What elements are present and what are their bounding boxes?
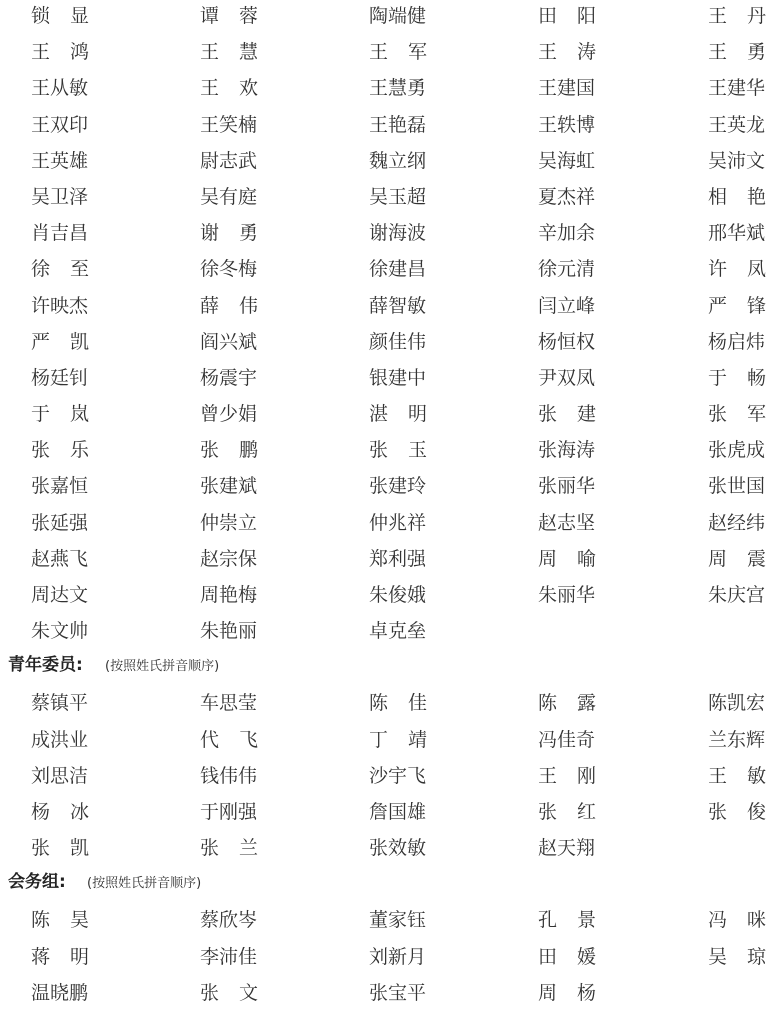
member-name: 董家钰 xyxy=(369,909,427,932)
member-name: 王 刚 xyxy=(538,764,596,787)
member-name: 詹国雄 xyxy=(369,800,427,823)
member-name: 王 慧 xyxy=(200,41,258,64)
member-name: 赵志坚 xyxy=(538,511,596,534)
member-name: 赵燕飞 xyxy=(31,547,89,570)
member-name: 张建玲 xyxy=(369,475,427,498)
member-name: 王从敏 xyxy=(31,77,89,100)
member-name: 吴海虹 xyxy=(538,149,596,172)
name-row xyxy=(0,538,782,574)
member-name: 张 建 xyxy=(538,403,596,426)
member-name: 赵宗保 xyxy=(200,547,258,570)
name-row xyxy=(0,285,782,321)
member-name: 张世国 xyxy=(708,475,766,498)
member-name: 王 军 xyxy=(369,41,427,64)
name-row xyxy=(0,429,782,465)
member-name: 吴玉超 xyxy=(369,185,427,208)
name-row xyxy=(0,393,782,429)
member-name: 成洪业 xyxy=(31,728,89,751)
member-name: 谭 蓉 xyxy=(200,5,258,27)
name-row xyxy=(0,104,782,140)
member-name: 吴卫泽 xyxy=(31,185,89,208)
member-name: 仲崇立 xyxy=(200,511,258,534)
member-name: 湛 明 xyxy=(369,403,427,426)
member-name: 杨震宇 xyxy=(200,366,258,389)
name-row xyxy=(0,899,782,935)
member-name: 徐建昌 xyxy=(369,258,427,281)
name-row xyxy=(0,719,782,755)
name-row xyxy=(0,140,782,176)
member-name: 张虎成 xyxy=(708,439,766,462)
member-name: 孔 景 xyxy=(538,909,596,932)
member-name: 张嘉恒 xyxy=(31,475,89,498)
member-name: 许映杰 xyxy=(31,294,89,317)
member-name: 李沛佳 xyxy=(200,945,258,968)
member-name: 阎兴斌 xyxy=(200,330,258,353)
member-name: 周 杨 xyxy=(538,981,596,1004)
member-name: 张 文 xyxy=(200,981,258,1004)
member-name: 王建国 xyxy=(538,77,596,100)
member-name: 王艳磊 xyxy=(369,113,427,136)
member-name: 杨恒权 xyxy=(538,330,596,353)
member-name: 锁 显 xyxy=(31,5,89,27)
member-name: 于 岚 xyxy=(31,403,89,426)
member-name: 田 阳 xyxy=(538,5,596,27)
member-name: 冯 咪 xyxy=(708,909,766,932)
name-row xyxy=(0,465,782,501)
member-name: 张 鹏 xyxy=(200,439,258,462)
member-name: 徐 至 xyxy=(31,258,89,281)
member-name: 刘新月 xyxy=(369,945,427,968)
affairs-group-list xyxy=(0,899,782,1008)
member-name: 陈 露 xyxy=(538,692,596,715)
name-row xyxy=(0,610,782,646)
name-row xyxy=(0,574,782,610)
name-row xyxy=(0,972,782,1008)
affairs-section-title: 会务组: xyxy=(8,872,66,893)
member-name: 王 敏 xyxy=(708,764,766,787)
name-row xyxy=(0,936,782,972)
member-name: 周 震 xyxy=(708,547,766,570)
name-row xyxy=(0,357,782,393)
name-row xyxy=(0,67,782,103)
member-name: 朱庆宫 xyxy=(708,584,766,606)
member-name: 陈 佳 xyxy=(369,692,427,715)
member-name: 谢 勇 xyxy=(200,222,258,245)
member-name: 周达文 xyxy=(31,584,89,606)
member-name: 钱伟伟 xyxy=(200,764,258,787)
member-name: 沙宇飞 xyxy=(369,764,427,787)
name-row xyxy=(0,827,782,863)
member-name: 田 媛 xyxy=(538,945,596,968)
member-name: 吴 琼 xyxy=(708,945,766,968)
member-name: 于刚强 xyxy=(200,800,258,823)
name-row xyxy=(0,321,782,357)
member-name: 冯佳奇 xyxy=(538,728,596,751)
member-name: 吴沛文 xyxy=(708,149,766,172)
member-name: 王英龙 xyxy=(708,113,766,136)
member-name: 朱文帅 xyxy=(31,620,89,643)
member-name: 陈凯宏 xyxy=(708,692,766,715)
member-name: 张宝平 xyxy=(369,981,427,1004)
member-name: 陶端健 xyxy=(369,5,427,27)
member-name: 徐冬梅 xyxy=(200,258,258,281)
member-name: 王 欢 xyxy=(200,77,258,100)
name-row xyxy=(0,755,782,791)
member-name: 仲兆祥 xyxy=(369,511,427,534)
member-name: 杨 冰 xyxy=(31,800,89,823)
member-name: 尉志武 xyxy=(200,149,258,172)
member-name: 张 凯 xyxy=(31,837,89,860)
member-name: 曾少娟 xyxy=(200,403,258,426)
member-name: 杨廷钊 xyxy=(31,366,89,389)
member-name: 辛加余 xyxy=(538,222,596,245)
member-name: 夏杰祥 xyxy=(538,185,596,208)
youth-members-heading xyxy=(0,646,782,682)
member-name: 严 凯 xyxy=(31,330,89,353)
name-row xyxy=(0,31,782,67)
member-name: 卓克垒 xyxy=(369,620,427,643)
member-name: 肖吉昌 xyxy=(31,222,89,245)
member-name: 张丽华 xyxy=(538,475,596,498)
member-name: 严 锋 xyxy=(708,294,766,317)
youth-members-list xyxy=(0,682,782,863)
youth-section-title: 青年委员: xyxy=(8,655,83,676)
member-name: 张 乐 xyxy=(31,439,89,462)
member-name: 兰东辉 xyxy=(708,728,766,751)
member-name: 魏立纲 xyxy=(369,149,427,172)
member-name: 谢海波 xyxy=(369,222,427,245)
member-name: 徐元清 xyxy=(538,258,596,281)
member-name: 王建华 xyxy=(708,77,766,100)
member-name: 邢华斌 xyxy=(708,222,766,245)
member-name: 陈 昊 xyxy=(31,909,89,932)
member-name: 许 凤 xyxy=(708,258,766,281)
member-name: 相 艳 xyxy=(708,185,766,208)
member-name: 薛 伟 xyxy=(200,294,258,317)
youth-section-note: (按照姓氏拼音顺序) xyxy=(105,659,220,675)
member-name: 尹双凤 xyxy=(538,366,596,389)
member-name: 郑利强 xyxy=(369,547,427,570)
member-name: 朱丽华 xyxy=(538,584,596,606)
member-name: 王 鸿 xyxy=(31,41,89,64)
member-name: 刘思洁 xyxy=(31,764,89,787)
member-name: 周艳梅 xyxy=(200,584,258,606)
member-name: 王 丹 xyxy=(708,5,766,27)
member-name: 张 红 xyxy=(538,800,596,823)
member-name: 温晓鹏 xyxy=(31,981,89,1004)
member-name: 张延强 xyxy=(31,511,89,534)
name-row xyxy=(0,791,782,827)
member-name: 王英雄 xyxy=(31,149,89,172)
member-name: 蔡欣岑 xyxy=(200,909,258,932)
member-name: 车思莹 xyxy=(200,692,258,715)
name-row xyxy=(0,212,782,248)
member-name: 张 兰 xyxy=(200,837,258,860)
name-row xyxy=(0,502,782,538)
member-name: 周 喻 xyxy=(538,547,596,570)
member-name: 赵天翔 xyxy=(538,837,596,860)
member-name: 薛智敏 xyxy=(369,294,427,317)
member-name: 张效敏 xyxy=(369,837,427,860)
member-name: 闫立峰 xyxy=(538,294,596,317)
name-row xyxy=(0,248,782,284)
member-name: 吴有庭 xyxy=(200,185,258,208)
member-name: 王轶博 xyxy=(538,113,596,136)
member-name: 赵经纬 xyxy=(708,511,766,534)
member-name: 代 飞 xyxy=(200,728,258,751)
affairs-group-heading xyxy=(0,863,782,899)
member-name: 张海涛 xyxy=(538,439,596,462)
member-name: 于 畅 xyxy=(708,366,766,389)
member-name: 杨启炜 xyxy=(708,330,766,353)
member-name: 朱艳丽 xyxy=(200,620,258,643)
member-name: 王慧勇 xyxy=(369,77,427,100)
name-row xyxy=(0,682,782,718)
member-name: 王笑楠 xyxy=(200,113,258,136)
member-name: 颜佳伟 xyxy=(369,330,427,353)
member-name: 张 军 xyxy=(708,403,766,426)
member-name: 丁 靖 xyxy=(369,728,427,751)
name-row xyxy=(0,176,782,212)
affairs-section-note: (按照姓氏拼音顺序) xyxy=(87,876,202,892)
member-name: 张 玉 xyxy=(369,439,427,462)
member-name: 王 涛 xyxy=(538,41,596,64)
member-name: 王 勇 xyxy=(708,41,766,64)
member-name: 张建斌 xyxy=(200,475,258,498)
member-name: 蔡镇平 xyxy=(31,692,89,715)
member-name: 银建中 xyxy=(369,366,427,389)
name-row xyxy=(0,0,782,31)
member-name: 蒋 明 xyxy=(31,945,89,968)
member-name: 朱俊娥 xyxy=(369,584,427,606)
member-name: 张 俊 xyxy=(708,800,766,823)
member-name: 王双印 xyxy=(31,113,89,136)
